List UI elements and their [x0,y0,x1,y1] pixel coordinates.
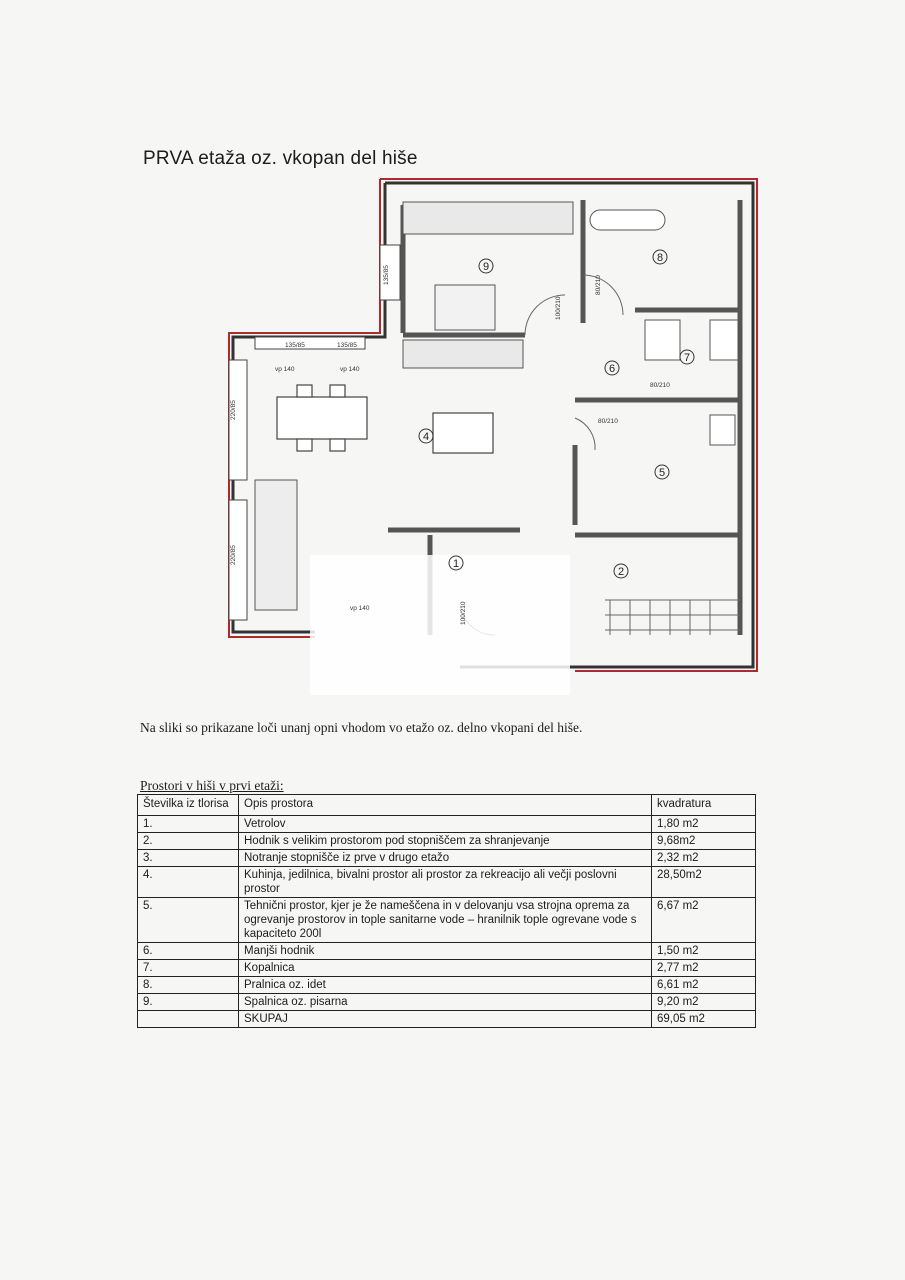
dim-door-room9: 100/210 [555,296,562,320]
cell-area: 1,80 m2 [652,816,756,833]
redacted-area [310,555,570,695]
cell-number: 2. [138,833,239,850]
cell-description: Spalnica oz. pisarna [239,994,652,1011]
table-row [138,898,756,943]
cell-area: 6,67 m2 [652,898,756,943]
table-row [138,816,756,833]
table-row [138,850,756,867]
dim-door-room7: 80/210 [650,382,670,389]
cell-area: 6,61 m2 [652,977,756,994]
dim-vp-140-c: vp 140 [350,605,370,612]
cell-description: Tehnični prostor, kjer je že nameščena in v delovanju vsa strojna oprema za ogrevanje prostorov in tople sanitarne vode – hranilnik tople ogrevane vode s kapaciteto 200l [239,898,652,943]
table-row [138,977,756,994]
plan-caption: Na sliki so prikazane loči unanj opni vhodom vo etažo oz. delno vkopani del hiše. [140,720,583,735]
cell-description: Kopalnica [239,960,652,977]
header-description: Opis prostora [239,795,652,816]
table-header-row [138,795,756,816]
cell-description: Notranje stopnišče iz prve v drugo etažo [239,850,652,867]
header-number: Številka iz tlorisa [138,795,239,816]
cell-area: 2,77 m2 [652,960,756,977]
room-number-5: 5 [658,467,666,479]
cell-description: Vetrolov [239,816,652,833]
cell-description: Hodnik s velikim prostorom pod stopniščem za shranjevanje [239,833,652,850]
cell-number: 8. [138,977,239,994]
table-total-row [138,1011,756,1028]
room-number-7: 7 [683,352,691,364]
cell-number [138,1011,239,1028]
cell-area: 2,32 m2 [652,850,756,867]
total-label: SKUPAJ [239,1011,652,1028]
cell-description: Pralnica oz. idet [239,977,652,994]
dim-window-left-upper: 220/85 [230,400,237,420]
dim-vp-140-a: vp 140 [275,366,295,373]
dim-door-entry: 100/210 [460,601,467,625]
cell-description: Kuhinja, jedilnica, bivalni prostor ali prostor za rekreacijo ali večji poslovni prostor [239,867,652,898]
total-area: 69,05 m2 [652,1011,756,1028]
room-number-8: 8 [656,252,664,264]
cell-description: Manjši hodnik [239,943,652,960]
cell-area: 9,68m2 [652,833,756,850]
bath-fixtures [590,210,738,445]
table-heading: Prostori v hiši v prvi etaži: [140,778,284,793]
cell-number: 3. [138,850,239,867]
page-title: PRVA etaža oz. vkopan del hiše [143,148,418,169]
room-number-4: 4 [422,431,430,443]
room-number-9: 9 [482,261,490,273]
table-row [138,960,756,977]
room-number-1: 1 [452,558,460,570]
cell-number: 1. [138,816,239,833]
floor-plan [225,175,765,695]
room-number-6: 6 [608,363,616,375]
dim-door-room5: 80/210 [598,418,618,425]
dim-window-left-lower: 220/85 [230,545,237,565]
header-area: kvadratura [652,795,756,816]
table-row [138,943,756,960]
table-row [138,994,756,1011]
cell-number: 4. [138,867,239,898]
sofa [255,480,297,610]
dim-window-top-left: 135/85 [285,342,305,349]
cell-number: 7. [138,960,239,977]
dim-vp-140-b: vp 140 [340,366,360,373]
cell-area: 9,20 m2 [652,994,756,1011]
cell-area: 28,50m2 [652,867,756,898]
dining-table [277,385,493,453]
dim-door-room8: 80/210 [595,275,602,295]
table-row [138,867,756,898]
table-row [138,833,756,850]
cell-number: 9. [138,994,239,1011]
cell-area: 1,50 m2 [652,943,756,960]
stairs [605,600,740,635]
cell-number: 5. [138,898,239,943]
dim-window-top-right: 135/85 [337,342,357,349]
dim-window-room9: 135/85 [383,265,390,285]
rooms-table [137,794,756,1028]
kitchen-counter [403,202,573,368]
room-number-2: 2 [617,566,625,578]
cell-number: 6. [138,943,239,960]
